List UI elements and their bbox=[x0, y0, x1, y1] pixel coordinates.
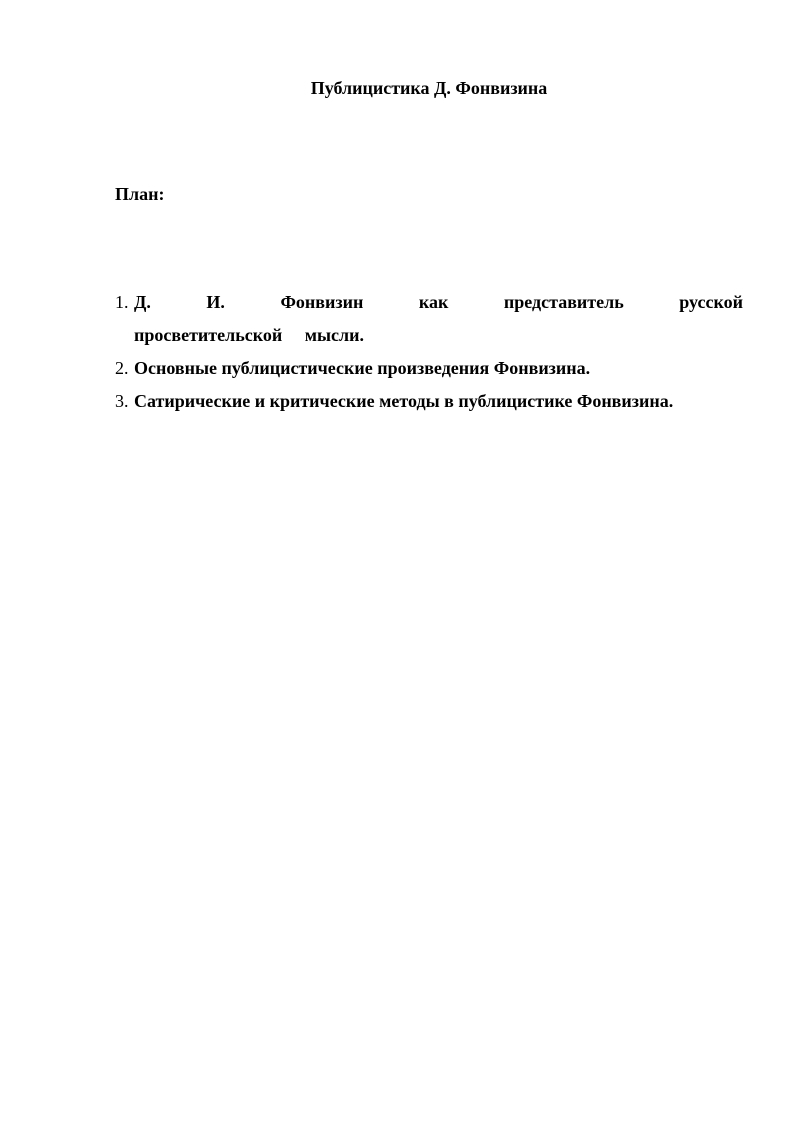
plan-item-3 bbox=[115, 385, 743, 418]
plan-item-text: Д. И. Фонвизин как представитель русской просветительской мысли. bbox=[134, 292, 743, 345]
plan-item-text: Сатирические и критические методы в публицистике Фонвизина. bbox=[134, 391, 674, 411]
plan-item-number: 3. bbox=[115, 391, 129, 411]
plan-item-1 bbox=[115, 286, 743, 352]
plan-list bbox=[115, 286, 743, 418]
plan-item-number: 2. bbox=[115, 358, 129, 378]
plan-item-number: 1. bbox=[115, 292, 129, 312]
plan-heading: План: bbox=[115, 184, 165, 204]
plan-item-text: Основные публицистические произведения Фонвизина. bbox=[134, 358, 591, 378]
plan-item-2 bbox=[115, 352, 743, 385]
document-title: Публицистика Д. Фонвизина bbox=[310, 78, 548, 98]
